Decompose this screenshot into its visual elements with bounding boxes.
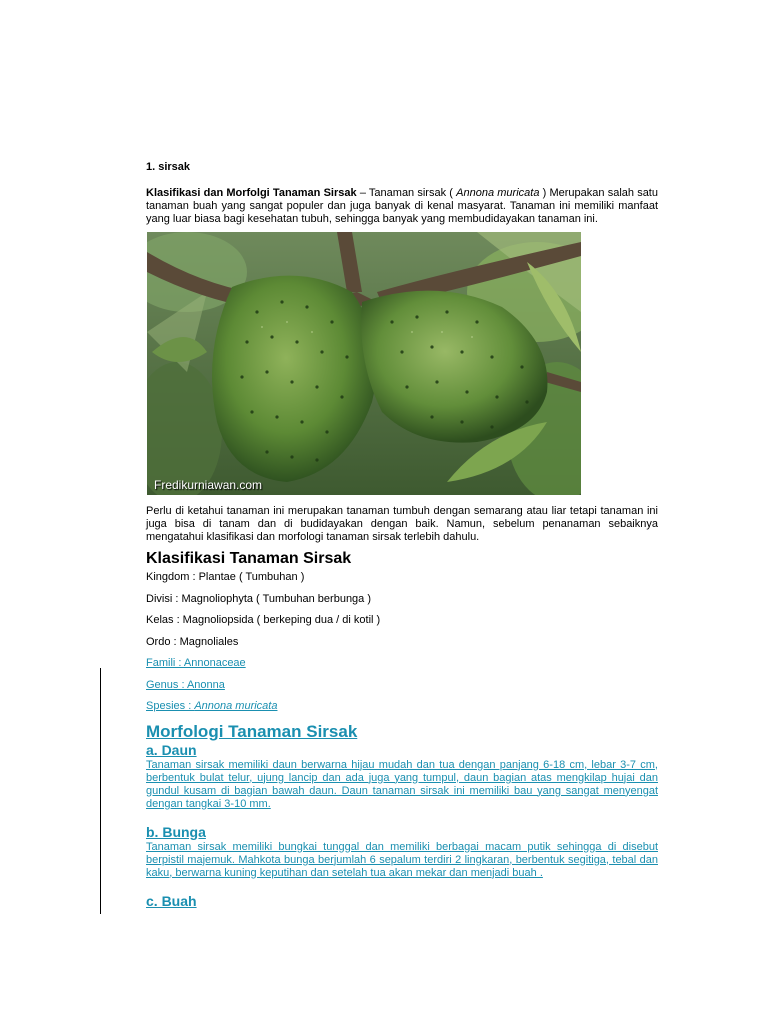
buah-heading[interactable]: c. Buah: [146, 892, 197, 909]
intro-paragraph: [146, 187, 658, 226]
document-page: [146, 160, 658, 910]
intro-bold: Klasifikasi dan Morfolgi Tanaman Sirsak: [146, 187, 357, 199]
intro-italic: Annona muricata: [456, 187, 540, 199]
daun-text[interactable]: Tanaman sirsak memiliki daun berwarna hijau mudah dan tua dengan panjang 6-18 cm, lebar 3-7 cm, berbentuk bulat telur, ujung lancip dan ada juga yang tumpul, daun bagian atas mengkilap hujai dan gundul kusam di bagian bawah daun. Daun tanaman sirsak ini memiliki bau yang sangat menyengat dengan tangkai 3-10 mm.: [146, 758, 658, 810]
spesies-label: Spesies :: [146, 700, 195, 712]
para-2: Perlu di ketahui tanaman ini merupakan tanaman tumbuh dengan semarang atau liar tetapi tanaman ini juga bisa di tanam dan di budidayakan dengan baik. Namun, sebelum penanaman sebaiknya mengatahui klasifikasi dan morfologi tanaman sirsak terlebih dahulu.: [146, 505, 658, 543]
kingdom-line: Kingdom : Plantae ( Tumbuhan ): [146, 571, 305, 583]
photo-watermark: Fredikurniawan.com: [154, 478, 263, 492]
daun-heading[interactable]: a. Daun: [146, 741, 197, 758]
famili-link[interactable]: Famili : Annonaceae: [146, 657, 246, 669]
spesies-italic: Annona muricata: [194, 700, 278, 712]
intro-text-2: ) Merupakan salah satu tanaman buah yang sangat populer dan juga banyak di kenal masyarat. Tanaman ini memiliki manfaat yang luar biasa bagi kesehatan tubuh, sehingga banyak yang membudidayakan tanaman ini.: [146, 187, 658, 225]
soursop-photo: [147, 232, 581, 495]
genus-link[interactable]: Genus : Anonna: [146, 678, 225, 691]
bunga-text[interactable]: Tanaman sirsak memiliki bungkai tunggal dan memiliki berbagai macam putik sehingga di disebut berpistil majemuk. Mahkota bunga berjumlah 6 sepalum terdiri 2 lingkaran, berbentuk segitiga, tebal dan kaku, berwarna kuning keputihan dan setelah tua akan mekar dan menjadi buah .: [146, 840, 658, 879]
bunga-heading[interactable]: b. Bunga: [146, 823, 206, 840]
kelas-line: Kelas : Magnoliopsida ( berkeping dua / di kotil ): [146, 614, 381, 626]
morfologi-heading[interactable]: Morfologi Tanaman Sirsak: [146, 721, 358, 741]
ordo-line: Ordo : Magnoliales: [146, 635, 239, 648]
spesies-link[interactable]: [146, 700, 658, 713]
klasifikasi-heading: Klasifikasi Tanaman Sirsak: [146, 550, 352, 567]
intro-text-1: – Tanaman sirsak (: [356, 187, 457, 199]
divisi-line: Divisi : Magnoliophyta ( Tumbuhan berbunga ): [146, 592, 372, 605]
margin-rule: [100, 668, 101, 914]
section-number: 1. sirsak: [146, 161, 191, 173]
